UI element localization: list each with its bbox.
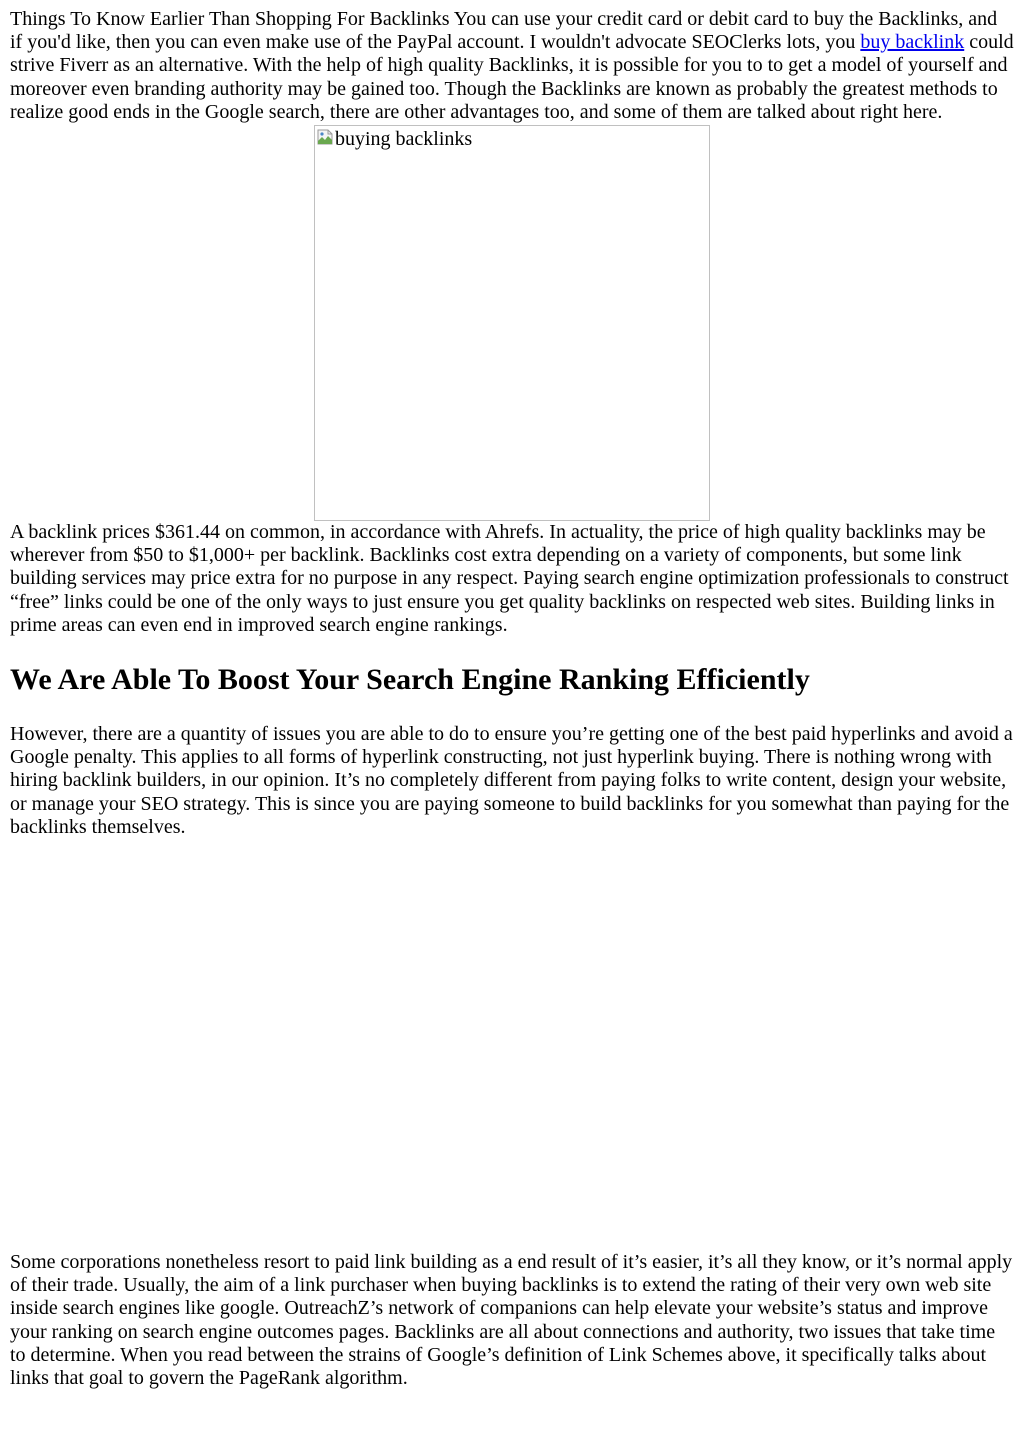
- section-heading: We Are Able To Boost Your Search Engine Ranking Efficiently: [10, 663, 810, 697]
- blank-space: [10, 839, 1014, 1251]
- paragraph-paid-hyperlinks: However, there are a quantity of issues you are able to do to ensure you’re getting one of the best paid hyperlinks and avoid a Google penalty. This applies to all forms of hyperlink constructing, not just hyperlink buying. There is nothing wrong with hiring backlink builders, in our opinion. It’s no completely different from paying folks to write content, design your website, or manage your SEO strategy. This is since you are paying someone to build backlinks for you somewhat than paying for the backlinks themselves.: [10, 723, 1013, 838]
- paragraph-paid-link-building: Some corporations nonetheless resort to paid link building as a end result of it’s easier, it’s all they know, or it’s normal apply of their trade. Usually, the aim of a link purchaser when buying backlinks is to extend the rating of their very own web site inside search engines like google. OutreachZ’s network of companions can help elevate your website’s status and improve your ranking on search engine outcomes pages. Backlinks are all about connections and authority, two issues that take time to determine. When you read between the strains of Google’s definition of Link Schemes above, it specifically talks about links that goal to govern the PageRank algorithm.: [10, 1251, 1013, 1390]
- buy-backlink-link[interactable]: buy backlink: [860, 31, 965, 54]
- figure: [10, 125, 1014, 521]
- image-alt-text: buying backlinks: [335, 128, 473, 151]
- paragraph-backlink-prices: A backlink prices $361.44 on common, in accordance with Ahrefs. In actuality, the price of high quality backlinks may be wherever from $50 to $1,000+ per backlink. Backlinks cost extra depending on a variety of components, but some link building services may price extra for no purpose in any respect. Paying search engine optimization professionals to construct “free” links could be one of the only ways to just ensure you get quality backlinks on respected web sites. Building links in prime areas can even end in improved search engine rankings.: [10, 521, 1009, 636]
- intro-paragraph: [10, 8, 1014, 124]
- intro-text-before-link: Things To Know Earlier Than Shopping For Backlinks You can use your credit card or debit card to buy the Backlinks, and if you'd like, then you can even make use of the PayPal account. I wouldn't advocate SEOClerks lots, you: [10, 8, 998, 54]
- broken-image-placeholder: [314, 125, 710, 521]
- intro-text-after-link: could strive Fiverr as an alternative. With the help of high quality Backlinks, it is possible for you to to get a model of yourself and moreover even branding authority may be gained too. Though the Backlinks are known as probably the greatest methods to realize good ends in the Google search, there are other advantages too, and some of them are talked about right here.: [10, 31, 1014, 123]
- broken-image-icon: [317, 129, 333, 145]
